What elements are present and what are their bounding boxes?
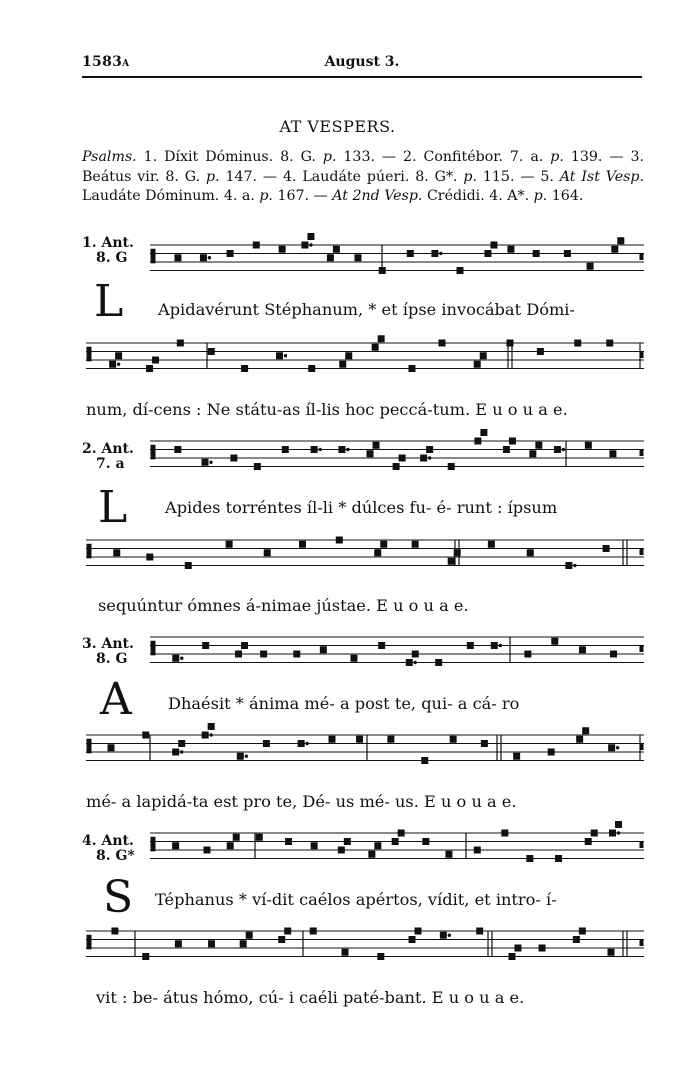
- neume: [481, 741, 487, 747]
- neume: [564, 251, 570, 257]
- antiphon-1-lyric-line-2: num, dí-cens : Ne státu-as íl-lis hoc peccá-tum. E u o u a e.: [86, 400, 568, 419]
- dot: [616, 747, 618, 749]
- dot: [414, 661, 416, 663]
- neume: [227, 251, 233, 257]
- neume: [477, 928, 483, 934]
- neume: [585, 442, 591, 448]
- neume: [346, 353, 352, 359]
- neume: [537, 349, 543, 355]
- neume: [448, 464, 454, 470]
- neume: [254, 464, 260, 470]
- neume: [209, 941, 215, 947]
- neume: [448, 558, 454, 564]
- neume: [409, 937, 415, 943]
- neume: [333, 246, 339, 252]
- neume: [226, 541, 232, 547]
- neume: [480, 353, 486, 359]
- neume: [577, 736, 583, 742]
- initial-letter: L: [98, 482, 128, 533]
- neume: [530, 451, 536, 457]
- neume: [175, 255, 181, 261]
- clef: [87, 544, 91, 558]
- neume: [409, 366, 415, 372]
- neume: [143, 732, 149, 738]
- neume: [147, 554, 153, 560]
- neume: [372, 344, 378, 350]
- neume: [277, 353, 283, 359]
- dot: [117, 363, 119, 365]
- antiphon-number: 4. Ant.: [82, 833, 134, 849]
- neume: [357, 736, 363, 742]
- neume: [373, 442, 379, 448]
- neume: [388, 736, 394, 742]
- neume: [616, 822, 622, 828]
- neume: [439, 340, 445, 346]
- neume: [369, 851, 375, 857]
- dot: [306, 742, 308, 744]
- clef: [87, 935, 91, 949]
- neume: [603, 546, 609, 552]
- staff: [150, 822, 644, 862]
- neume: [208, 349, 214, 355]
- neume: [527, 550, 533, 556]
- clef: [87, 347, 91, 361]
- neume: [329, 736, 335, 742]
- dot: [347, 448, 349, 450]
- neume: [263, 741, 269, 747]
- neume: [256, 834, 262, 840]
- antiphon-2-lyric-line-2: sequúntur ómnes á-nimae jústae. E u o u a e.: [98, 596, 469, 615]
- neume: [204, 847, 210, 853]
- neume: [509, 954, 515, 960]
- neume: [240, 941, 246, 947]
- antiphon-number: 1. Ant.: [82, 235, 134, 251]
- custos: [640, 646, 643, 652]
- custos: [640, 842, 643, 848]
- running-title: August 3.: [324, 54, 400, 70]
- neume: [110, 361, 116, 367]
- neume: [253, 242, 259, 248]
- psalms-label: Psalms.: [82, 149, 137, 165]
- neume: [175, 941, 181, 947]
- neume: [502, 830, 508, 836]
- neume: [575, 340, 581, 346]
- neume: [474, 847, 480, 853]
- staff: [86, 336, 644, 372]
- neume: [503, 447, 509, 453]
- antiphon-mode: 8. G*: [96, 848, 135, 864]
- neume: [491, 242, 497, 248]
- initial-letter: L: [94, 276, 124, 327]
- antiphon-number: 2. Ant.: [82, 441, 134, 457]
- dot: [181, 751, 183, 753]
- neume: [175, 447, 181, 453]
- neume: [475, 438, 481, 444]
- neume: [242, 643, 248, 649]
- staff: [150, 430, 644, 470]
- neume: [481, 430, 487, 436]
- neume: [236, 651, 242, 657]
- neume: [585, 839, 591, 845]
- antiphon-mode: 7. a: [96, 456, 125, 472]
- neume: [200, 255, 206, 261]
- neume: [608, 949, 614, 955]
- antiphon-number: 3. Ant.: [82, 636, 134, 652]
- neume: [367, 451, 373, 457]
- neume: [548, 749, 554, 755]
- neume: [587, 263, 593, 269]
- neume: [607, 340, 613, 346]
- neume: [375, 550, 381, 556]
- custos: [640, 940, 643, 946]
- neume: [611, 651, 617, 657]
- neume: [406, 660, 412, 666]
- staff: [150, 234, 644, 274]
- dot: [319, 448, 321, 450]
- antiphon-1-lyric-line-1: Apidavérunt Stéphanum, * et ípse invocábat Dómi-: [158, 300, 575, 319]
- neume: [203, 643, 209, 649]
- initial-letter: S: [103, 872, 134, 923]
- neume: [264, 550, 270, 556]
- neume: [579, 647, 585, 653]
- neume: [379, 268, 385, 274]
- neume: [556, 856, 562, 862]
- neume: [440, 932, 446, 938]
- neume: [554, 447, 560, 453]
- neume: [474, 361, 480, 367]
- staff: [86, 724, 644, 764]
- neume: [340, 361, 346, 367]
- neume: [573, 937, 579, 943]
- neume: [436, 660, 442, 666]
- neume: [242, 366, 248, 372]
- neume: [427, 447, 433, 453]
- dot: [428, 457, 430, 459]
- neume: [299, 541, 305, 547]
- neume: [279, 937, 285, 943]
- dot: [210, 734, 212, 736]
- neume: [488, 541, 494, 547]
- neume: [308, 234, 314, 240]
- neume: [311, 843, 317, 849]
- neume: [298, 741, 304, 747]
- dot: [245, 755, 247, 757]
- clef: [151, 641, 155, 655]
- neume: [202, 732, 208, 738]
- neume: [566, 563, 572, 569]
- custos: [640, 744, 643, 750]
- neume: [422, 758, 428, 764]
- neume: [143, 954, 149, 960]
- neume: [231, 455, 237, 461]
- neume: [446, 851, 452, 857]
- neume: [583, 728, 589, 734]
- neume: [378, 954, 384, 960]
- dot: [448, 934, 450, 936]
- neume: [320, 647, 326, 653]
- neume: [485, 251, 491, 257]
- neume: [539, 945, 545, 951]
- staff: [150, 637, 644, 666]
- neume: [507, 340, 513, 346]
- antiphon-3-lyric-line-2: mé- a lapidá-ta est pro te, Dé- us mé- us. E u o u a e.: [86, 792, 517, 811]
- neume: [533, 251, 539, 257]
- neume: [514, 753, 520, 759]
- neume: [327, 255, 333, 261]
- neume: [407, 251, 413, 257]
- neume: [294, 651, 300, 657]
- neume: [609, 745, 615, 751]
- neume: [491, 643, 497, 649]
- neume: [309, 366, 315, 372]
- custos: [640, 254, 643, 260]
- neume: [610, 451, 616, 457]
- dot: [310, 244, 312, 246]
- neume: [393, 464, 399, 470]
- neume: [591, 830, 597, 836]
- antiphon-mode: 8. G: [96, 651, 128, 667]
- antiphon-mode: 8. G: [96, 250, 128, 266]
- dot: [574, 564, 576, 566]
- neume: [579, 928, 585, 934]
- neume: [112, 928, 118, 934]
- neume: [342, 949, 348, 955]
- neume: [423, 839, 429, 845]
- neume: [515, 945, 521, 951]
- neume: [398, 830, 404, 836]
- neume: [336, 537, 342, 543]
- psalms-paragraph: Psalms. 1. Díxit Dóminus. 8. G. p. 133. — 2. Confitébor. 7. a. p. 139. — 3. Beátus vir. 8. G. p. 147. — 4. Laudáte púeri. 8. G*. p. 115. — 5. At Ist Vesp. Laudáte Dóminum. 4. a. p. 167. — At 2nd Vesp. Crédidi. 4. A*. p. 164.: [82, 149, 645, 204]
- neume: [509, 438, 515, 444]
- antiphon-3-lyric-line-1: Dhaésit * ánima mé- a post te, qui- a cá- ro: [168, 694, 520, 713]
- neume: [173, 843, 179, 849]
- dot: [208, 257, 210, 259]
- clef: [151, 445, 155, 459]
- neume: [378, 336, 384, 342]
- neume: [467, 643, 473, 649]
- neume: [286, 839, 292, 845]
- dot: [440, 252, 442, 254]
- neume: [116, 353, 122, 359]
- neume: [355, 255, 361, 261]
- neume: [185, 563, 191, 569]
- neume: [457, 268, 463, 274]
- page-number-suffix: A: [122, 59, 130, 69]
- neume: [279, 246, 285, 252]
- neume: [379, 643, 385, 649]
- neume: [375, 843, 381, 849]
- staff: [86, 928, 644, 960]
- neume: [285, 928, 291, 934]
- neume: [282, 447, 288, 453]
- neume: [381, 541, 387, 547]
- neume: [153, 357, 159, 363]
- antiphon-2-lyric-line-1: Apides torréntes íl-li * dúlces fu- é- runt : ípsum: [165, 498, 558, 517]
- neume: [412, 651, 418, 657]
- neume: [508, 246, 514, 252]
- neume: [392, 839, 398, 845]
- neume: [339, 447, 345, 453]
- neume: [412, 541, 418, 547]
- antiphon-4-lyric-line-1: Téphanus * ví-dit caélos apértos, vídit, et intro- í-: [155, 890, 557, 909]
- custos: [640, 352, 643, 358]
- page-number: 1583A: [82, 54, 130, 70]
- clef: [151, 837, 155, 851]
- neume: [233, 834, 239, 840]
- dot: [617, 832, 619, 834]
- neume: [421, 455, 427, 461]
- neume: [344, 839, 350, 845]
- custos: [640, 450, 643, 456]
- antiphon-4-lyric-line-2: vit : be- átus hómo, cú- i caéli paté-bant. E u o u a e.: [96, 988, 525, 1007]
- neume: [227, 843, 233, 849]
- neume: [310, 928, 316, 934]
- neume: [114, 550, 120, 556]
- clef: [151, 249, 155, 263]
- section-title: AT VESPERS.: [279, 117, 396, 136]
- neume: [147, 366, 153, 372]
- neume: [237, 753, 243, 759]
- custos: [640, 549, 643, 555]
- neume: [612, 246, 618, 252]
- staff: [86, 537, 644, 569]
- neume: [454, 550, 460, 556]
- dot: [181, 657, 183, 659]
- dot: [562, 448, 564, 450]
- neume: [351, 655, 357, 661]
- neume: [450, 736, 456, 742]
- neume: [202, 459, 208, 465]
- clef: [87, 739, 91, 753]
- neume: [173, 655, 179, 661]
- neume: [261, 651, 267, 657]
- dot: [499, 644, 501, 646]
- dot: [284, 355, 286, 357]
- neume: [208, 724, 214, 730]
- neume: [432, 251, 438, 257]
- neume: [173, 749, 179, 755]
- neume: [179, 741, 185, 747]
- neume: [311, 447, 317, 453]
- neume: [177, 340, 183, 346]
- neume: [302, 242, 308, 248]
- initial-letter: A: [100, 674, 132, 725]
- neume: [610, 830, 616, 836]
- neume: [527, 856, 533, 862]
- dot: [210, 461, 212, 463]
- neume: [415, 928, 421, 934]
- neume: [246, 932, 252, 938]
- neume: [399, 455, 405, 461]
- neume: [338, 847, 344, 853]
- neume: [618, 238, 624, 244]
- neume: [525, 651, 531, 657]
- neume: [552, 638, 558, 644]
- neume: [536, 442, 542, 448]
- neume: [108, 745, 114, 751]
